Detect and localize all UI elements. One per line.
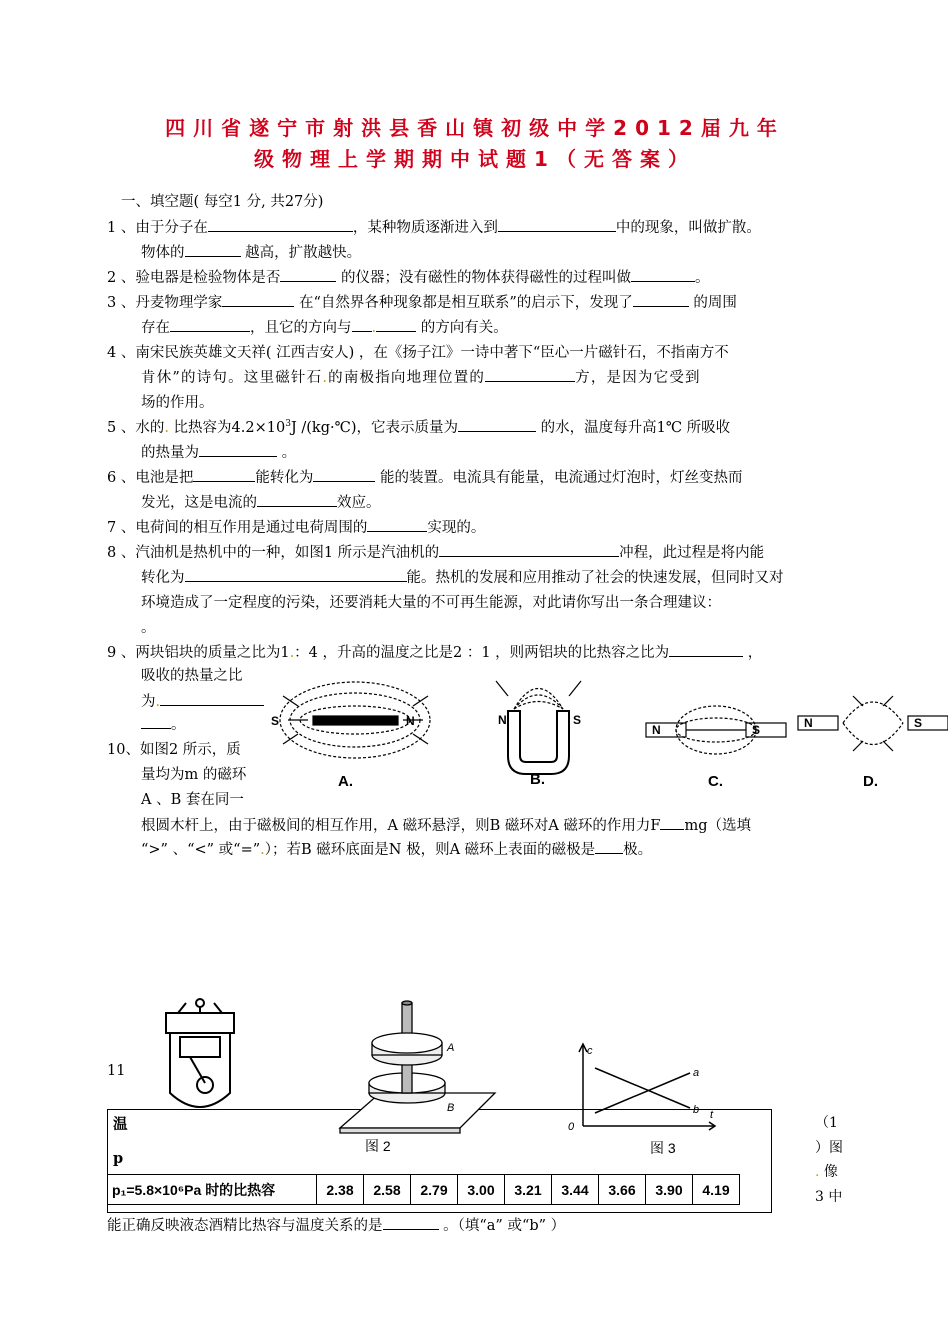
pole-label: N — [498, 713, 507, 727]
table-cell: 3.44 — [552, 1175, 599, 1205]
q5-text-d: 的水，温度每升高1℃ 所吸收 — [536, 420, 731, 436]
question-2 — [107, 266, 709, 287]
question-8-line2 — [141, 566, 784, 587]
question-10-line1: 10、如图2 所示，质 — [107, 742, 241, 758]
page-title-line2: 级物理上学期期中试题1（无答案） — [254, 147, 696, 171]
blank[interactable] — [185, 244, 241, 257]
side-text-3: . 像 — [815, 1164, 838, 1180]
table-row-fragment: p — [113, 1150, 124, 1167]
blank[interactable] — [631, 269, 695, 282]
q10-text-d: 根圆木杆上，由于磁极间的相互作用，A 磁环悬浮，则B 磁环对A 磁环的作用力F — [141, 818, 661, 834]
q11-text-last: 能正确反映液态酒精比热容与温度关系的是 — [107, 1218, 383, 1234]
diagram-label-b: B. — [530, 771, 545, 788]
q11-text-last2: 。（填“a” 或“b” ） — [438, 1218, 566, 1234]
blank[interactable] — [170, 319, 250, 332]
q1-text-a: 1 、由于分子在 — [107, 220, 208, 236]
question-5-line1: 5 、水的. 比热容为$4.2\times 10^3J$ /(kg·℃)，它表示质量为 的水，温度每升高1℃ 所吸收 — [107, 419, 731, 436]
x-axis-label: t — [710, 1109, 714, 1121]
blank[interactable] — [208, 219, 353, 232]
table-cell: 3.90 — [646, 1175, 693, 1205]
q7-text-a: 7 、电荷间的相互作用是通过电荷周围的 — [107, 520, 368, 536]
origin-label: 0 — [568, 1121, 575, 1133]
table-header-fragment: 温 — [113, 1116, 128, 1133]
question-10-line4 — [141, 814, 751, 835]
q6-text-d: 发光，这是电流的 — [141, 495, 257, 511]
curve-b-label: b — [693, 1104, 700, 1116]
figure-3-caption: 图 3 — [650, 1140, 676, 1156]
bar-magnet-a — [313, 716, 398, 725]
question-6-line2 — [141, 491, 381, 512]
question-1-line1 — [107, 216, 761, 237]
q9-text-a: 9 、两块铝块的质量之比为1 — [107, 645, 290, 661]
side-text-4: 3 中 — [815, 1189, 843, 1205]
blank[interactable] — [222, 294, 294, 307]
pole-label: N — [804, 716, 813, 730]
q8-text-a: 8 、汽油机是热机中的一种，如图1 所示是汽油机的 — [107, 545, 440, 561]
question-8-line4: 。 — [141, 620, 156, 636]
table-cell: 2.79 — [411, 1175, 458, 1205]
blank[interactable] — [485, 369, 575, 382]
q2-text-c: 。 — [694, 270, 710, 286]
blank[interactable] — [160, 693, 264, 706]
blank[interactable] — [199, 444, 277, 457]
q6-text-b: 能转化为 — [255, 470, 314, 486]
q10-text-g: ）；若B 磁环底面是N 极，则A 磁环上表面的磁极是 — [264, 842, 596, 858]
blank[interactable] — [498, 219, 616, 232]
side-text-1: （1 — [815, 1115, 838, 1131]
table-cell: 3.00 — [458, 1175, 505, 1205]
question-7 — [107, 516, 485, 537]
diagram-label-a: A. — [338, 773, 353, 790]
q8-text-d: 能。热机的发展和应用推动了社会的快速发展，但同时又对 — [406, 570, 784, 586]
blank[interactable] — [383, 1217, 439, 1230]
table-row-label: p₁=5.8×10⁶Pa 时的比热容 — [108, 1175, 317, 1205]
q5-text-e: 的热量为 — [141, 445, 199, 461]
q6-text-a: 6 、电池是把 — [107, 470, 194, 486]
table-cell: 2.58 — [364, 1175, 411, 1205]
q3-text-b: 在“自然界各种现象都是相互联系”的启示下，发现了 — [294, 295, 633, 311]
blank[interactable] — [669, 644, 743, 657]
q9-text-c: ， — [743, 645, 763, 661]
q10-text-f: “>” 、“<” 或“=” — [141, 842, 261, 858]
blank[interactable] — [193, 469, 255, 482]
y-axis-label: c — [587, 1045, 593, 1057]
question-9-line1: 9 、两块铝块的质量之比为1.：4 ，升高的温度之比是2 ：1 ，则两铝块的比热容之比为 ， — [107, 645, 763, 661]
pole-label: S — [752, 723, 761, 737]
q10-text-h: 极。 — [623, 842, 653, 858]
q4-text-d: 方，是因为它受到 — [575, 370, 701, 386]
q1-text-e: 越高，扩散越快。 — [240, 245, 362, 261]
blank[interactable] — [367, 519, 427, 532]
q1-text-b: ，某种物质逐渐进入到 — [352, 220, 498, 236]
page-title-line1: 四川省遂宁市射洪县香山镇初级中学2012届九年 — [165, 116, 785, 140]
q8-text-c: 转化为 — [141, 570, 185, 586]
q2-text-a: 2 、验电器是检验物体是否 — [107, 270, 281, 286]
q3-text-e: ，且它的方向与 — [250, 320, 352, 336]
question-8-line3: 环境造成了一定程度的污染，还要消耗大量的不可再生能源，对此请你写出一条合理建议： — [141, 595, 721, 611]
q9-text-f: 。 — [171, 717, 186, 733]
q5-sup: 3 — [285, 419, 291, 430]
question-9-line3: 为. — [141, 690, 264, 711]
q5-text-a: 5 、水的 — [107, 420, 165, 436]
table-cell: 2.38 — [317, 1175, 364, 1205]
q5-text-f: 。 — [277, 445, 297, 461]
q3-text-f: 的方向有关。 — [416, 320, 508, 336]
blank[interactable] — [352, 319, 372, 332]
question-1-line2 — [141, 241, 361, 262]
q9-text-b: ：4 ，升高的温度之比是2 ：1 ，则两铝块的比热容之比为 — [294, 645, 670, 661]
diagram-label-c: C. — [708, 773, 723, 790]
side-text-2: ）图 — [815, 1140, 843, 1156]
specific-heat-table — [107, 1174, 740, 1205]
pole-label: S — [271, 714, 280, 728]
blank[interactable] — [280, 269, 336, 282]
q1-text-c: 中的现象，叫做扩散。 — [615, 220, 761, 236]
table-cell: 3.21 — [505, 1175, 552, 1205]
q7-text-b: 实现的。 — [427, 520, 486, 536]
question-8-line1 — [107, 541, 764, 562]
pole-label: N — [652, 723, 661, 737]
blank[interactable] — [376, 319, 416, 332]
q4-text-c: 的南极指向地理位置的 — [328, 370, 486, 386]
blank[interactable] — [257, 494, 337, 507]
question-4-line2: 肯休”的诗句。这里磁针石.的南极指向地理位置的 方，是因为它受到 — [141, 370, 701, 386]
question-3-line1 — [107, 291, 737, 312]
magnet-field-diagrams — [268, 676, 948, 795]
question-4-line3: 场的作用。 — [141, 395, 214, 411]
blank[interactable] — [141, 716, 171, 729]
question-10-line2: 量均为m 的磁环 — [141, 767, 247, 783]
question-4-line1: 4 、南宋民族英雄文天祥( 江西吉安人) ，在《扬子江》一诗中著下“臣心一片磁针石，不指南方不 — [107, 345, 729, 361]
question-5-line2 — [141, 441, 296, 462]
q6-text-e: 效应。 — [337, 495, 381, 511]
blank[interactable] — [660, 817, 684, 830]
figure-1-engine — [150, 993, 250, 1127]
q2-text-b: 的仪器；没有磁性的物体获得磁性的过程叫做 — [336, 270, 631, 286]
table-cell: 4.19 — [693, 1175, 740, 1205]
q9-text-e: 为 — [141, 694, 156, 710]
section-heading: 一、填空题( 每空1 分, 共27分) — [121, 194, 324, 210]
q6-text-c: 能的装置。电流具有能量，电流通过灯泡时，灯丝变热而 — [375, 470, 743, 486]
question-11-number: 11 — [107, 1063, 126, 1079]
figure-2-magnet-rings — [335, 993, 505, 1162]
question-10-line5: “>” 、“<” 或“=”.）；若B 磁环底面是N 极，则A 磁环上表面的磁极是 极。 — [141, 842, 653, 858]
question-9-line2: 吸收的热量之比 — [141, 668, 243, 684]
blank[interactable] — [313, 469, 375, 482]
figure-3-graph — [565, 1038, 725, 1167]
ring-label-b: B — [447, 1102, 455, 1114]
pole-label: N — [406, 714, 415, 728]
q3-text-d: 存在 — [141, 320, 170, 336]
q3-text-c: 的周围 — [688, 295, 737, 311]
q5-text-b: 比热容为4.2×10 — [168, 420, 286, 436]
blank[interactable] — [439, 544, 619, 557]
blank[interactable] — [185, 569, 407, 582]
pole-label: S — [573, 713, 582, 727]
blank[interactable] — [458, 419, 536, 432]
q5-text-c: J /(kg·℃)，它表示质量为 — [290, 420, 458, 436]
diagram-label-d: D. — [863, 773, 878, 790]
blank[interactable] — [633, 294, 689, 307]
q10-text-e: mg（选填 — [684, 818, 752, 834]
q8-text-b: 冲程，此过程是将内能 — [619, 545, 765, 561]
blank[interactable] — [595, 841, 623, 854]
question-3-line2: 存在 ，且它的方向与 . 的方向有关。 — [141, 320, 508, 336]
figure-2-caption: 图 2 — [365, 1138, 391, 1154]
curve-a-label: a — [693, 1067, 700, 1079]
table-cell: 3.66 — [599, 1175, 646, 1205]
table-row — [108, 1175, 740, 1205]
side-text-3-label: 像 — [823, 1164, 838, 1180]
pole-label: S — [914, 716, 923, 730]
q1-text-d: 物体的 — [141, 245, 185, 261]
question-11-last-line — [107, 1214, 565, 1235]
question-9-line4 — [141, 713, 186, 734]
question-10-line3: A 、B 套在同一 — [141, 792, 244, 808]
ring-label-a: A — [447, 1042, 455, 1054]
q3-text-a: 3 、丹麦物理学家 — [107, 295, 223, 311]
question-6-line1 — [107, 466, 742, 487]
q4-text-b: 肯休”的诗句。这里磁针石 — [141, 370, 323, 386]
